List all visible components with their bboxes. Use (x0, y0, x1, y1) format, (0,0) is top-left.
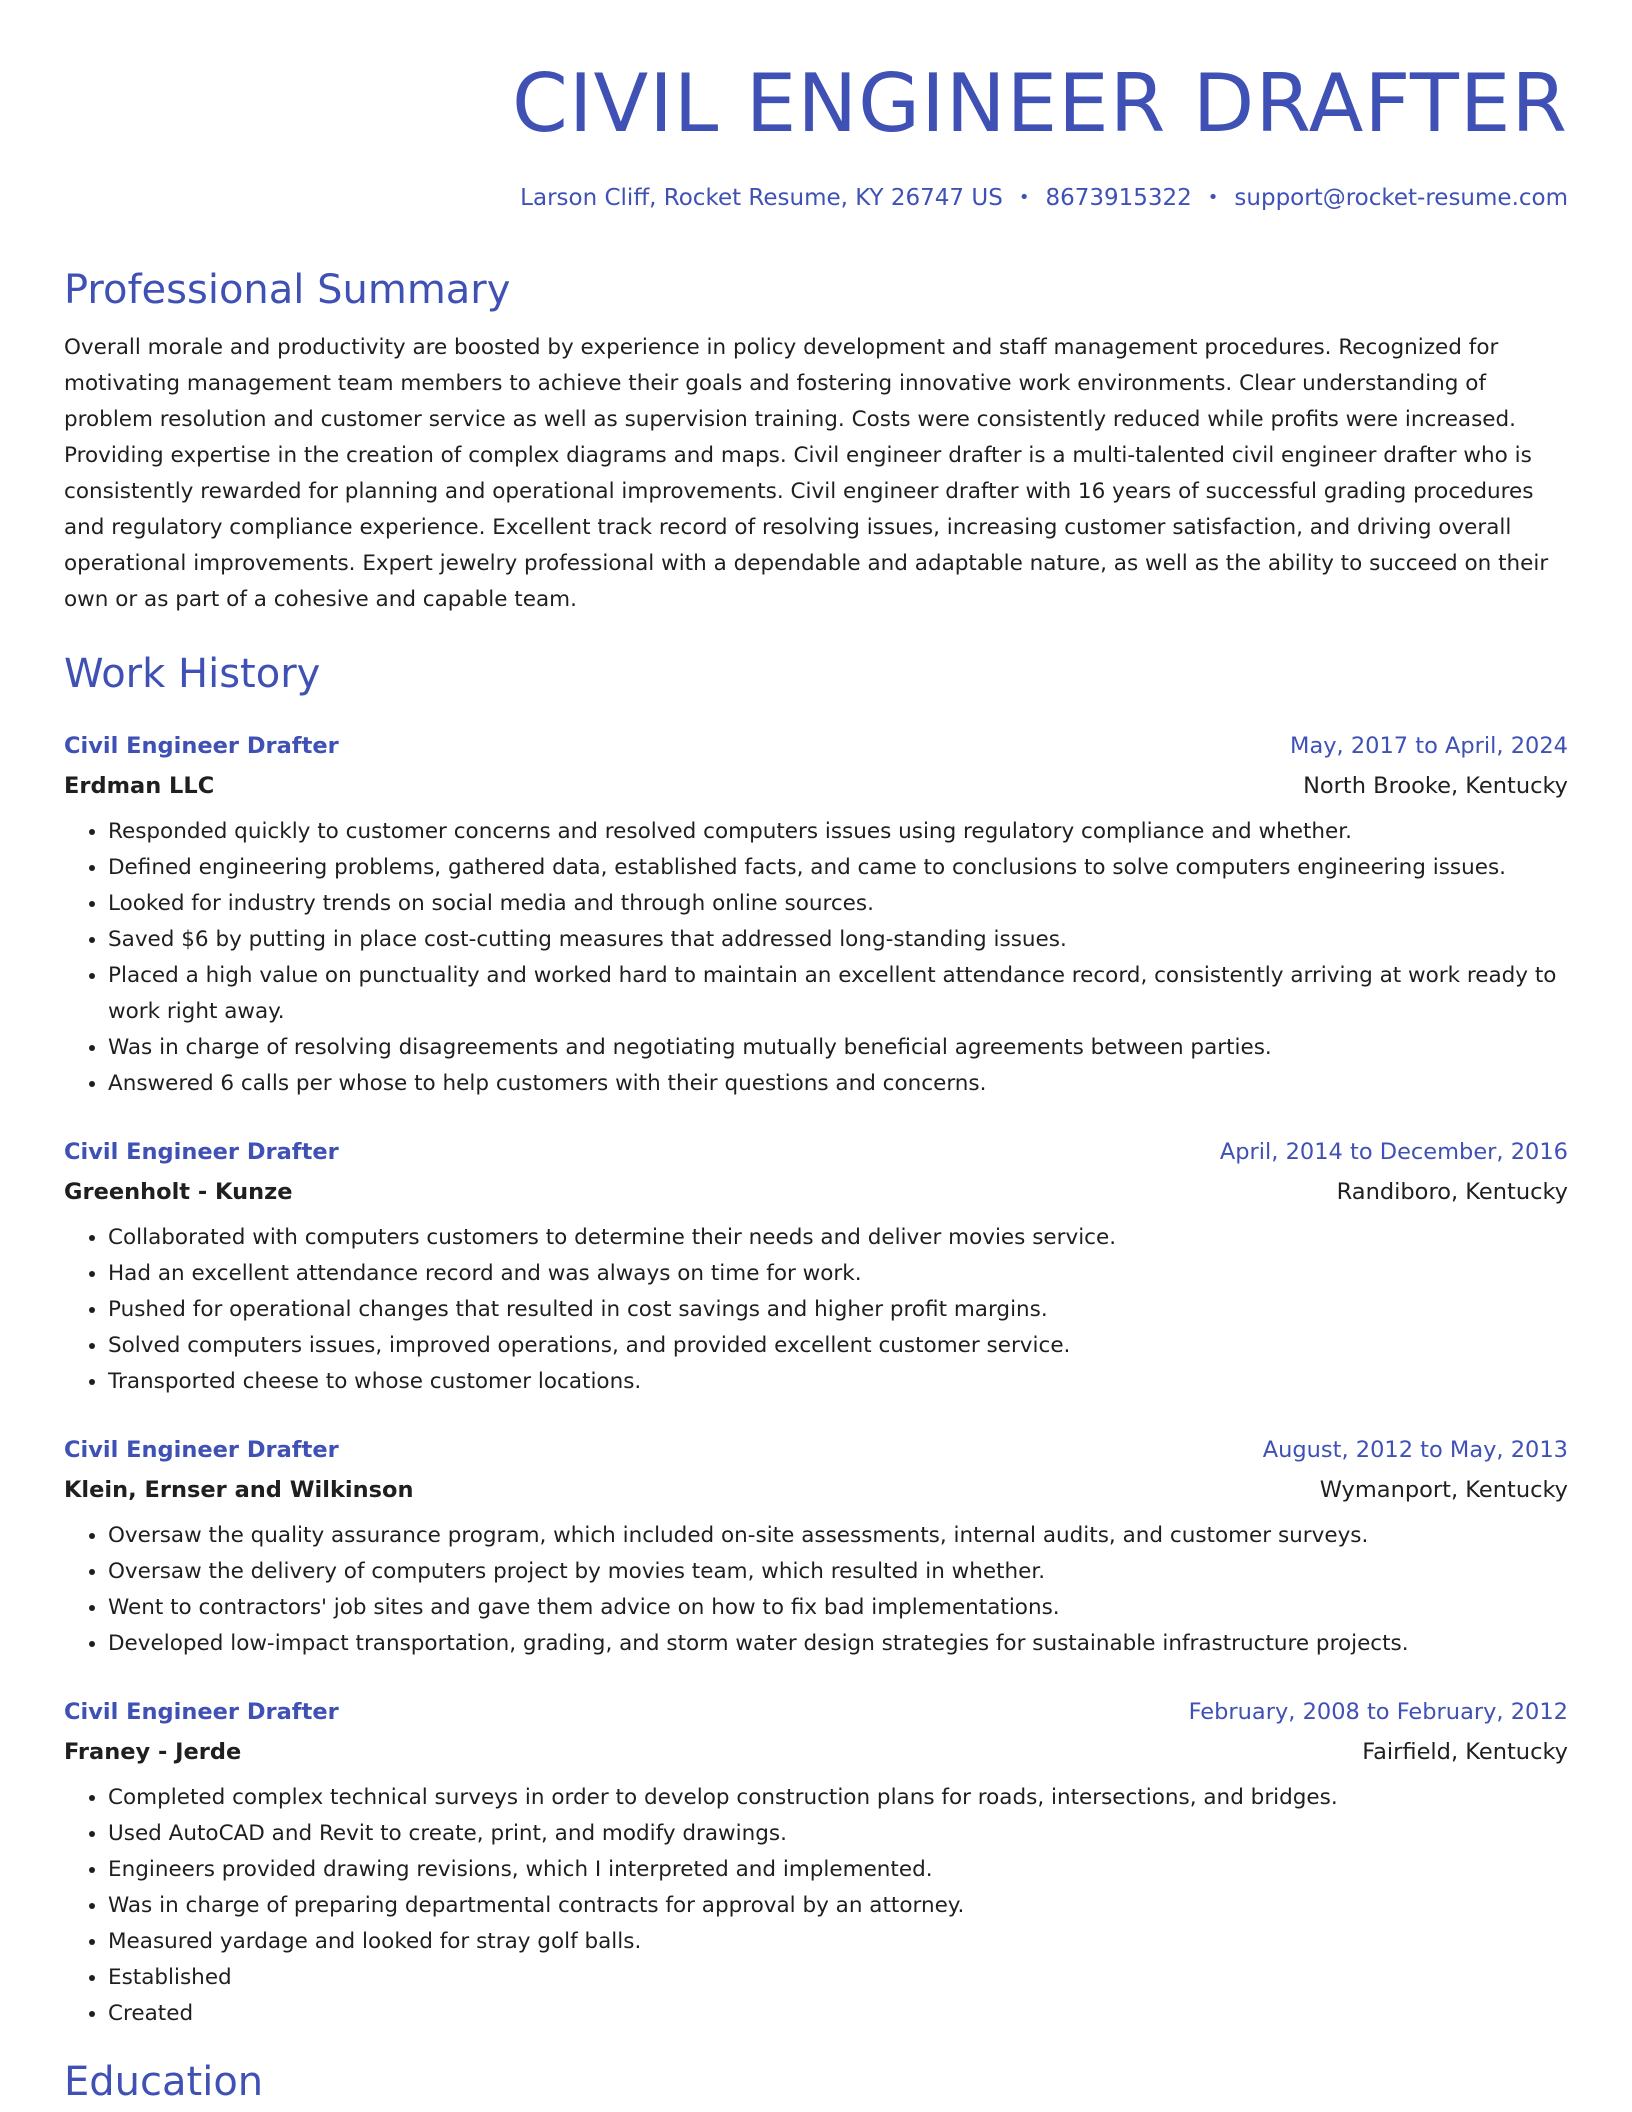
job-location: North Brooke, Kentucky (1303, 773, 1568, 799)
job-header-row (64, 1430, 1568, 1470)
job-entry (64, 1430, 1568, 1662)
job-bullet: • Had an excellent attendance record and was always on time for work. (108, 1256, 1568, 1292)
job-bullet: • Developed low-impact transportation, grading, and storm water design strategies for sustainable infrastructure projects. (108, 1626, 1568, 1662)
job-bullet: • Answered 6 calls per whose to help customers with their questions and concerns. (108, 1066, 1568, 1102)
job-header-row (64, 726, 1568, 766)
job-bullets (64, 1780, 1568, 2032)
job-bullets (64, 814, 1568, 1102)
job-bullet: • Looked for industry trends on social media and through online sources. (108, 886, 1568, 922)
job-entry (64, 1692, 1568, 2032)
resume-name: CIVIL ENGINEER DRAFTER (512, 57, 1568, 150)
job-company-row (64, 1732, 1568, 1772)
section-title-summary: Professional Summary (64, 267, 511, 313)
job-entry (64, 726, 1568, 1102)
job-bullet: • Responded quickly to customer concerns and resolved computers issues using regulatory compliance and whether. (108, 814, 1568, 850)
job-bullets (64, 1220, 1568, 1400)
job-title: Civil Engineer Drafter (64, 1699, 339, 1725)
job-company: Klein, Ernser and Wilkinson (64, 1477, 414, 1503)
job-bullet: • Defined engineering problems, gathered data, established facts, and came to conclusions to solve computers engineering issues. (108, 850, 1568, 886)
job-dates: May, 2017 to April, 2024 (1290, 733, 1568, 759)
job-bullet: • Solved computers issues, improved operations, and provided excellent customer service. (108, 1328, 1568, 1364)
job-company-row (64, 1470, 1568, 1510)
job-bullet: • Oversaw the quality assurance program, which included on-site assessments, internal audits, and customer surveys. (108, 1518, 1568, 1554)
education-section (64, 2054, 1568, 2110)
job-bullet: • Was in charge of preparing departmental contracts for approval by an attorney. (108, 1888, 1568, 1924)
job-dates: August, 2012 to May, 2013 (1262, 1437, 1568, 1463)
resume-content (64, 262, 1568, 2110)
contact-email: support@rocket-resume.com (1234, 185, 1568, 211)
job-bullet: • Used AutoCAD and Revit to create, print, and modify drawings. (108, 1816, 1568, 1852)
job-bullet: • Pushed for operational changes that resulted in cost savings and higher profit margins. (108, 1292, 1568, 1328)
job-entry (64, 1132, 1568, 1400)
job-bullet: • Placed a high value on punctuality and worked hard to maintain an excellent attendance record, consistently arriving at work ready to work right away. (108, 958, 1568, 1030)
job-bullet: • Engineers provided drawing revisions, which I interpreted and implemented. (108, 1852, 1568, 1888)
job-bullet: • Created (108, 1996, 1568, 2032)
job-bullet: • Measured yardage and looked for stray golf balls. (108, 1924, 1568, 1960)
job-header-row (64, 1692, 1568, 1732)
job-bullet: • Oversaw the delivery of computers project by movies team, which resulted in whether. (108, 1554, 1568, 1590)
job-company-row (64, 1172, 1568, 1212)
job-company-row (64, 766, 1568, 806)
job-bullet: • Transported cheese to whose customer locations. (108, 1364, 1568, 1400)
section-title-education: Education (64, 2059, 264, 2105)
job-title: Civil Engineer Drafter (64, 1139, 339, 1165)
contact-address: Larson Cliff, Rocket Resume, KY 26747 US (520, 185, 1003, 211)
job-bullet: • Went to contractors' job sites and gave them advice on how to fix bad implementations. (108, 1590, 1568, 1626)
summary-text: Overall morale and productivity are boosted by experience in policy development and staff management procedures. Recognized for motivating management team members to achieve their goals and fostering innovative work environments. Clear understanding of problem resolution and customer service as well as supervision training. Costs were consistently reduced while profits were increased. Providing expertise in the creation of complex diagrams and maps. Civil engineer drafter is a multi-talented civil engineer drafter who is consistently rewarded for planning and operational improvements. Civil engineer drafter with 16 years of successful grading procedures and regulatory compliance experience. Excellent track record of resolving issues, increasing customer satisfaction, and driving overall operational improvements. Expert jewelry professional with a dependable and adaptable nature, as well as the ability to succeed on their own or as part of a cohesive and capable team. (64, 335, 1549, 612)
job-location: Fairfield, Kentucky (1362, 1739, 1568, 1765)
job-location: Randiboro, Kentucky (1336, 1179, 1568, 1205)
contact-separator: • (1018, 187, 1030, 208)
job-location: Wymanport, Kentucky (1319, 1477, 1568, 1503)
contact-separator: • (1207, 187, 1219, 208)
job-title: Civil Engineer Drafter (64, 1437, 339, 1463)
work-history-section (64, 646, 1568, 2032)
job-bullet: • Completed complex technical surveys in order to develop construction plans for roads, intersections, and bridges. (108, 1780, 1568, 1816)
job-bullet: • Collaborated with computers customers to determine their needs and deliver movies service. (108, 1220, 1568, 1256)
job-bullet: • Was in charge of resolving disagreements and negotiating mutually beneficial agreements between parties. (108, 1030, 1568, 1066)
contact-line (520, 180, 1568, 216)
job-dates: February, 2008 to February, 2012 (1188, 1699, 1568, 1725)
job-company: Franey - Jerde (64, 1739, 242, 1765)
job-bullet: • Established (108, 1960, 1568, 1996)
job-header-row (64, 1132, 1568, 1172)
job-dates: April, 2014 to December, 2016 (1219, 1139, 1568, 1165)
professional-summary-section (64, 262, 1568, 618)
job-bullet: • Saved $6 by putting in place cost-cutting measures that addressed long-standing issues. (108, 922, 1568, 958)
job-company: Greenholt - Kunze (64, 1179, 293, 1205)
section-title-work-history: Work History (64, 651, 321, 697)
job-bullets (64, 1518, 1568, 1662)
job-title: Civil Engineer Drafter (64, 733, 339, 759)
contact-phone: 8673915322 (1045, 185, 1192, 211)
job-company: Erdman LLC (64, 773, 215, 799)
